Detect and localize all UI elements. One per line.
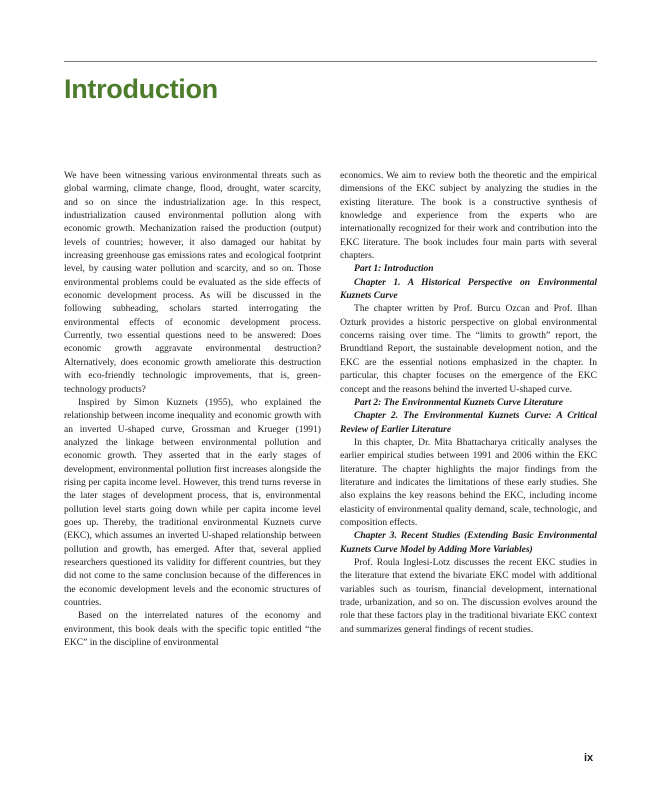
part-heading: Part 1: Introduction <box>354 263 434 275</box>
paragraph: Prof. Roula Inglesi-Lotz discusses the recent EKC studies in the literature that extend the bivariate EKC model with additional variables such as tourism, financial development, international trade, urbanization, and so on. The discussion evolves around the role that these factors play in the traditional bivariate EKC context and summarizes general findings of recent studies. <box>340 556 597 635</box>
paragraph: The chapter written by Prof. Burcu Ozcan and Prof. Ilhan Ozturk provides a historic perspective on global environmental concerns raising over time. The “limits to growth” report, the Brundtland Report, the sustainable development notion, and the EKC are the essential notions emphasized in the chapter. In particular, this chapter focuses on the emergence of the EKC concept and the reasons behind the inverted U-shaped curve. <box>340 303 597 395</box>
chapter-heading: Chapter 1. A Historical Perspective on Environmental Kuznets Curve <box>340 276 597 302</box>
paragraph: In this chapter, Dr. Mita Bhattacharya critically analyses the earlier empirical studies between 1991 and 2006 within the EKC literature. The chapter highlights the major findings from the literature and indicates the limitations of these early studies. She also explains the key reasons behind the EKC, including income elasticity of environmental quality demand, scale, technologic, and composition effects. <box>340 436 597 528</box>
part-heading: Part 2: The Environmental Kuznets Curve Literature <box>354 396 563 408</box>
page-title: Introduction <box>64 74 218 104</box>
right-column <box>340 169 597 636</box>
page-number: ix <box>584 752 594 764</box>
chapter-heading: Chapter 3. Recent Studies (Extending Basic Environmental Kuznets Curve Model by Adding More Variables) <box>340 530 597 555</box>
paragraph: economics. We aim to review both the theoretic and the empirical dimensions of the EKC subject by analyzing the studies in the existing literature. The book is a constructive synthesis of knowledge and experience from the experts who are internationally recognized for their work and contribution into the EKC literature. The book includes four main parts with several chapters. <box>340 170 597 262</box>
paragraph: We have been witnessing various environmental threats such as global warming, climate change, flood, drought, water scarcity, and so on since the industrialization age. In this respect, industrialization caused environmental pollution along with economic growth. Mechanization raised the production (output) levels of countries; however, it also damaged our habitat by increasing greenhouse gas emissions rates and ecological footprint level, by causing water pollution and scarcity, and so on. Those environmental problems could be evaluated as the side effects of economic development process. As will be discussed in the following subheading, scholars started interrogating the environmental effects of economic development process. Currently, two essential questions need to be answered: Does economic growth aggravate environmental destruction? Alternatively, does economic growth ameliorate this destruction with eco-friendly technologic improvements, that is, green-technology products? <box>64 170 321 395</box>
top-rule <box>64 61 597 62</box>
paragraph: Inspired by Simon Kuznets (1955), who explained the relationship between income inequality and economic growth with an inverted U-shaped curve, Grossman and Krueger (1991) analyzed the linkage between environmental pollution and economic growth. They asserted that in the early stages of development, environmental pollution first increases alongside the rising per capita income level. However, this trend turns reverse in the later stages of development process, that is, environmental pollution level starts going down while per capita income level goes up. Thereby, the traditional environmental Kuznets curve (EKC), which assumes an inverted U-shaped relationship between pollution and growth, has emerged. After that, several applied researchers questioned its validity for different countries, but they did not come to the same conclusion because of the differences in the economic development levels and the economic structures of countries. <box>64 396 321 608</box>
chapter-heading: Chapter 2. The Environmental Kuznets Curve: A Critical Review of Earlier Literature <box>340 410 597 435</box>
paragraph: Based on the interrelated natures of the economy and environment, this book deals with the specific topic entitled “the EKC” in the discipline of environmental <box>64 610 321 649</box>
left-column <box>64 169 321 649</box>
